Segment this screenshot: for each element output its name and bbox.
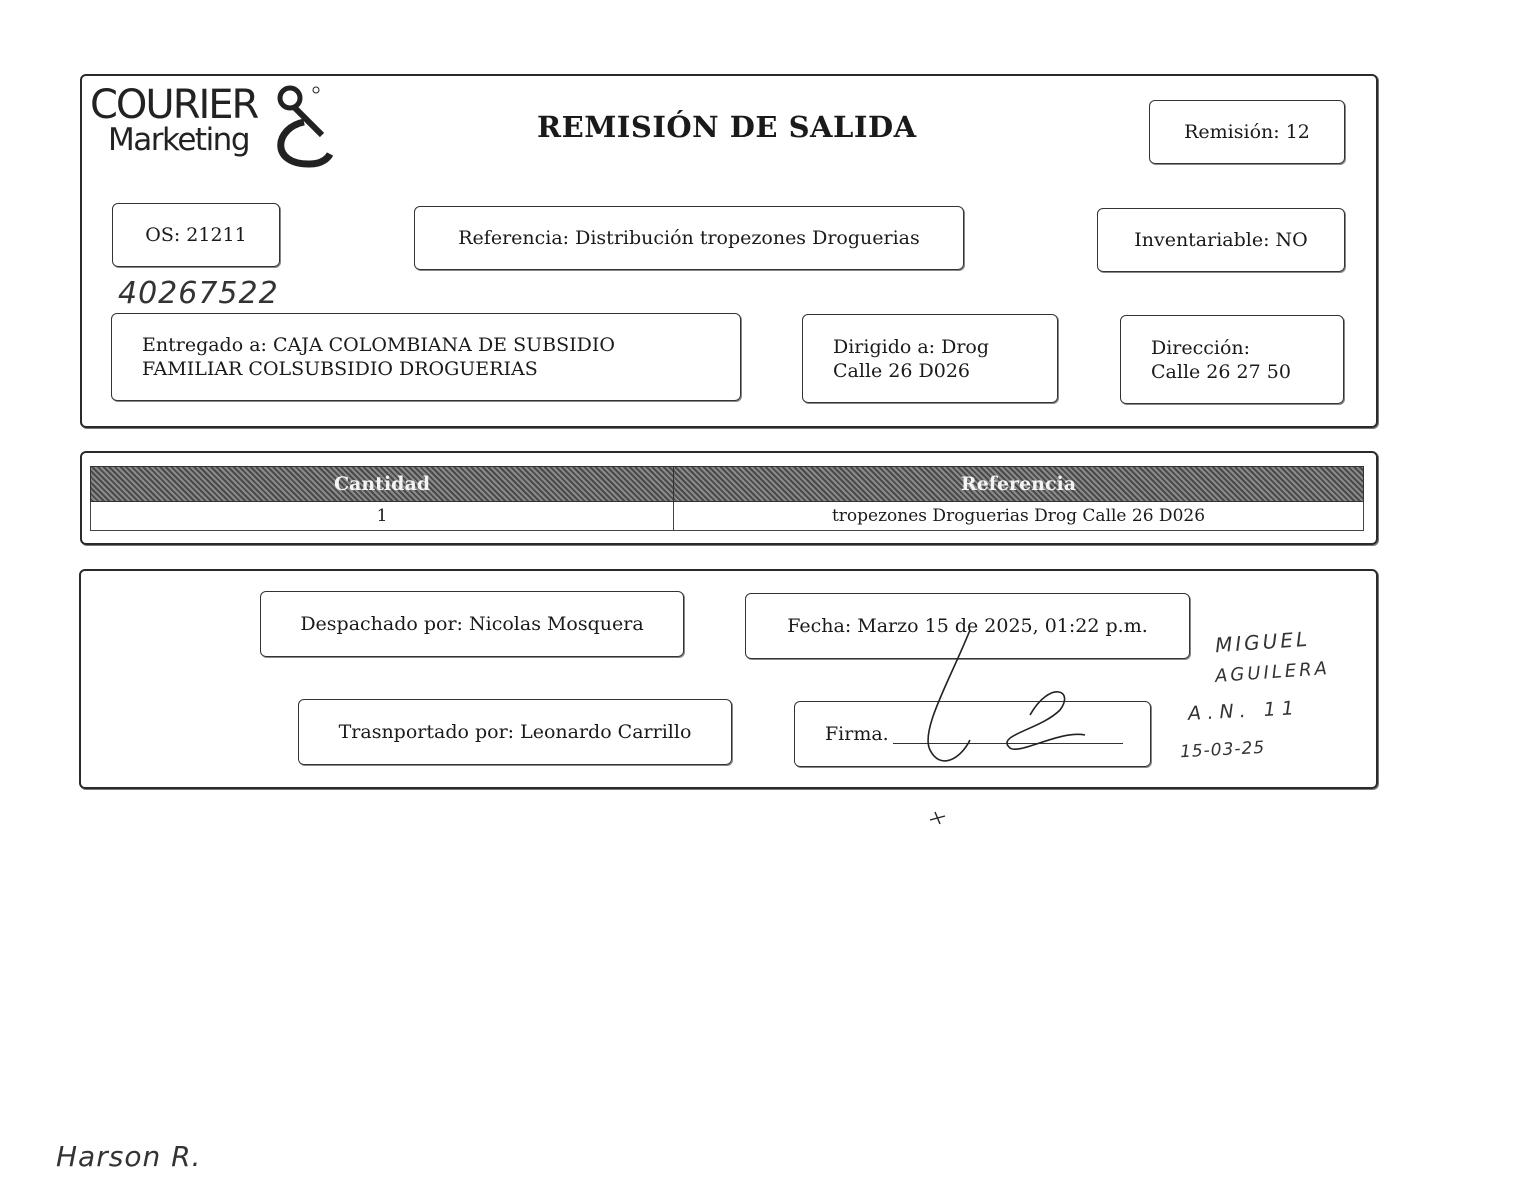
direccion-line-2: Calle 26 27 50 — [1151, 360, 1291, 383]
ampersand-logo-icon — [270, 80, 340, 170]
handwritten-note-line-2: AGUILERA — [1214, 658, 1331, 687]
column-header-cantidad: Cantidad — [91, 467, 674, 502]
fecha-box: Fecha: Marzo 15 de 2025, 01:22 p.m. — [745, 593, 1190, 659]
table-row — [91, 502, 1364, 531]
remision-number-box: Remisión: 12 — [1149, 100, 1345, 164]
entregado-line-2: FAMILIAR COLSUBSIDIO DROGUERIAS — [142, 358, 538, 380]
handwritten-signature — [900, 620, 1120, 840]
firma-label: Firma. — [825, 723, 889, 745]
items-table — [90, 466, 1364, 531]
handwritten-number: 40267522 — [118, 276, 279, 311]
dirigido-box — [802, 314, 1058, 403]
handwritten-note-line-1: MIGUEL — [1214, 626, 1311, 658]
dirigido-line-1: Dirigido a: Drog — [833, 335, 990, 358]
inventariable-box: Inventariable: NO — [1097, 208, 1345, 272]
handwritten-note-line-3: A.N. 11 — [1187, 697, 1301, 725]
direccion-line-1: Dirección: — [1151, 336, 1251, 359]
despachado-box: Despachado por: Nicolas Mosquera — [260, 591, 684, 657]
entregado-line-1: Entregado a: CAJA COLOMBIANA DE SUBSIDIO — [142, 334, 615, 356]
courier-marketing-logo — [90, 80, 340, 170]
table-header-row — [91, 467, 1364, 502]
logo-text-courier: COURIER — [90, 82, 258, 128]
cell-cantidad: 1 — [91, 502, 674, 531]
document-title: REMISIÓN DE SALIDA — [537, 110, 917, 144]
handwritten-note-line-4: 15-03-25 — [1179, 737, 1266, 763]
logo-text-marketing: Marketing — [108, 122, 250, 158]
handwritten-note-bottom-left: Harson R. — [56, 1140, 202, 1173]
column-header-referencia: Referencia — [674, 467, 1364, 502]
os-box: OS: 21211 — [112, 203, 280, 267]
cell-referencia: tropezones Droguerias Drog Calle 26 D026 — [674, 502, 1364, 531]
direccion-box — [1120, 315, 1344, 404]
dirigido-line-2: Calle 26 D026 — [833, 359, 971, 382]
referencia-box: Referencia: Distribución tropezones Droguerias — [414, 206, 964, 270]
transportado-box: Trasnportado por: Leonardo Carrillo — [298, 699, 732, 765]
entregado-box — [111, 313, 741, 401]
items-table-wrap — [90, 466, 1364, 531]
